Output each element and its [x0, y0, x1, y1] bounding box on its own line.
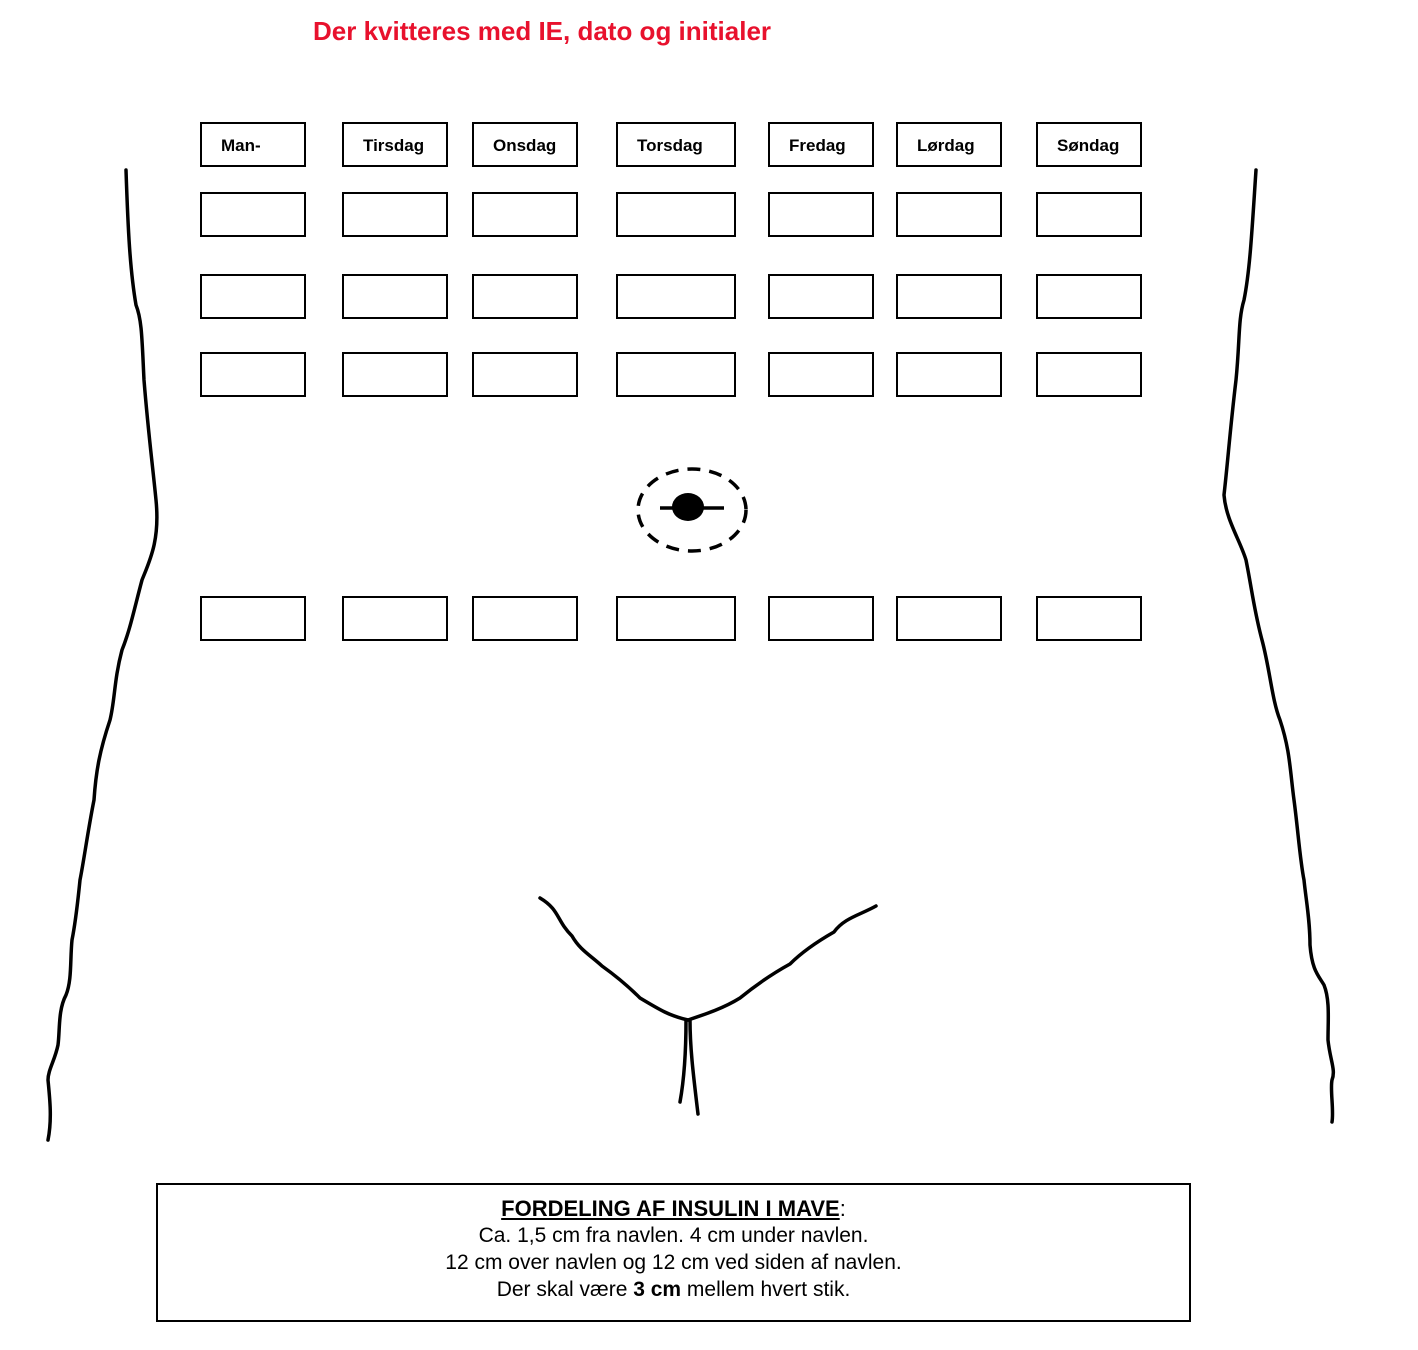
day-header-friday: [768, 122, 874, 167]
entry-box[interactable]: [896, 352, 1002, 397]
instruction-line: 12 cm over navlen og 12 cm ved siden af navlen.: [445, 1251, 902, 1274]
day-header-thursday: [616, 122, 736, 167]
day-label: Søndag: [1057, 136, 1120, 155]
entry-box[interactable]: [768, 596, 874, 641]
entry-box[interactable]: [896, 596, 1002, 641]
day-header-tuesday: [342, 122, 448, 167]
instructions-box: [156, 1183, 1191, 1322]
instruction-text: mellem hvert stik.: [681, 1278, 851, 1301]
entry-box[interactable]: [472, 352, 578, 397]
entry-box[interactable]: [472, 596, 578, 641]
day-header-monday: [200, 122, 306, 167]
entry-box[interactable]: [342, 596, 448, 641]
entry-box[interactable]: [472, 192, 578, 237]
instruction-line: Ca. 1,5 cm fra navlen. 4 cm under navlen.: [478, 1224, 869, 1247]
left-body-contour: [48, 170, 157, 1140]
entry-box[interactable]: [616, 352, 736, 397]
groin-center-line-right: [690, 1020, 698, 1114]
entry-box[interactable]: [200, 596, 306, 641]
day-label: Lørdag: [917, 136, 975, 155]
day-label: Onsdag: [493, 136, 557, 155]
navel-icon: [672, 493, 704, 521]
entry-box[interactable]: [1036, 352, 1142, 397]
day-header-saturday: [896, 122, 1002, 167]
day-label: Torsdag: [637, 136, 703, 155]
entry-box[interactable]: [472, 274, 578, 319]
entry-box[interactable]: [200, 192, 306, 237]
instruction-line: [158, 1276, 1189, 1303]
right-body-contour: [1224, 170, 1333, 1122]
entry-box[interactable]: [768, 274, 874, 319]
entry-box[interactable]: [768, 192, 874, 237]
instruction-text: Der skal være: [496, 1278, 634, 1301]
entry-box[interactable]: [896, 192, 1002, 237]
entry-box[interactable]: [1036, 596, 1142, 641]
entry-box[interactable]: [342, 352, 448, 397]
day-label: Fredag: [789, 136, 846, 155]
entry-box[interactable]: [768, 352, 874, 397]
day-label: Tirsdag: [363, 136, 425, 155]
entry-box[interactable]: [200, 352, 306, 397]
entry-box[interactable]: [1036, 192, 1142, 237]
day-header-sunday: [1036, 122, 1142, 167]
entry-box[interactable]: [342, 192, 448, 237]
groin-right-line: [688, 906, 876, 1020]
groin-left-line: [540, 898, 688, 1020]
day-header-wednesday: [472, 122, 578, 167]
heading-colon: :: [839, 1196, 846, 1221]
page-title: Der kvitteres med IE, dato og initialer: [313, 16, 772, 46]
entry-box[interactable]: [616, 192, 736, 237]
entry-box[interactable]: [616, 274, 736, 319]
entry-box[interactable]: [896, 274, 1002, 319]
day-label: Man-: [221, 136, 261, 155]
entry-box[interactable]: [616, 596, 736, 641]
entry-box[interactable]: [200, 274, 306, 319]
instructions-heading: FORDELING AF INSULIN I MAVE: [501, 1196, 840, 1221]
entry-box[interactable]: [342, 274, 448, 319]
entry-box[interactable]: [1036, 274, 1142, 319]
groin-center-line-left: [680, 1020, 686, 1102]
instructions-heading-row: [158, 1196, 1189, 1222]
instruction-emphasis: 3 cm: [633, 1278, 682, 1301]
